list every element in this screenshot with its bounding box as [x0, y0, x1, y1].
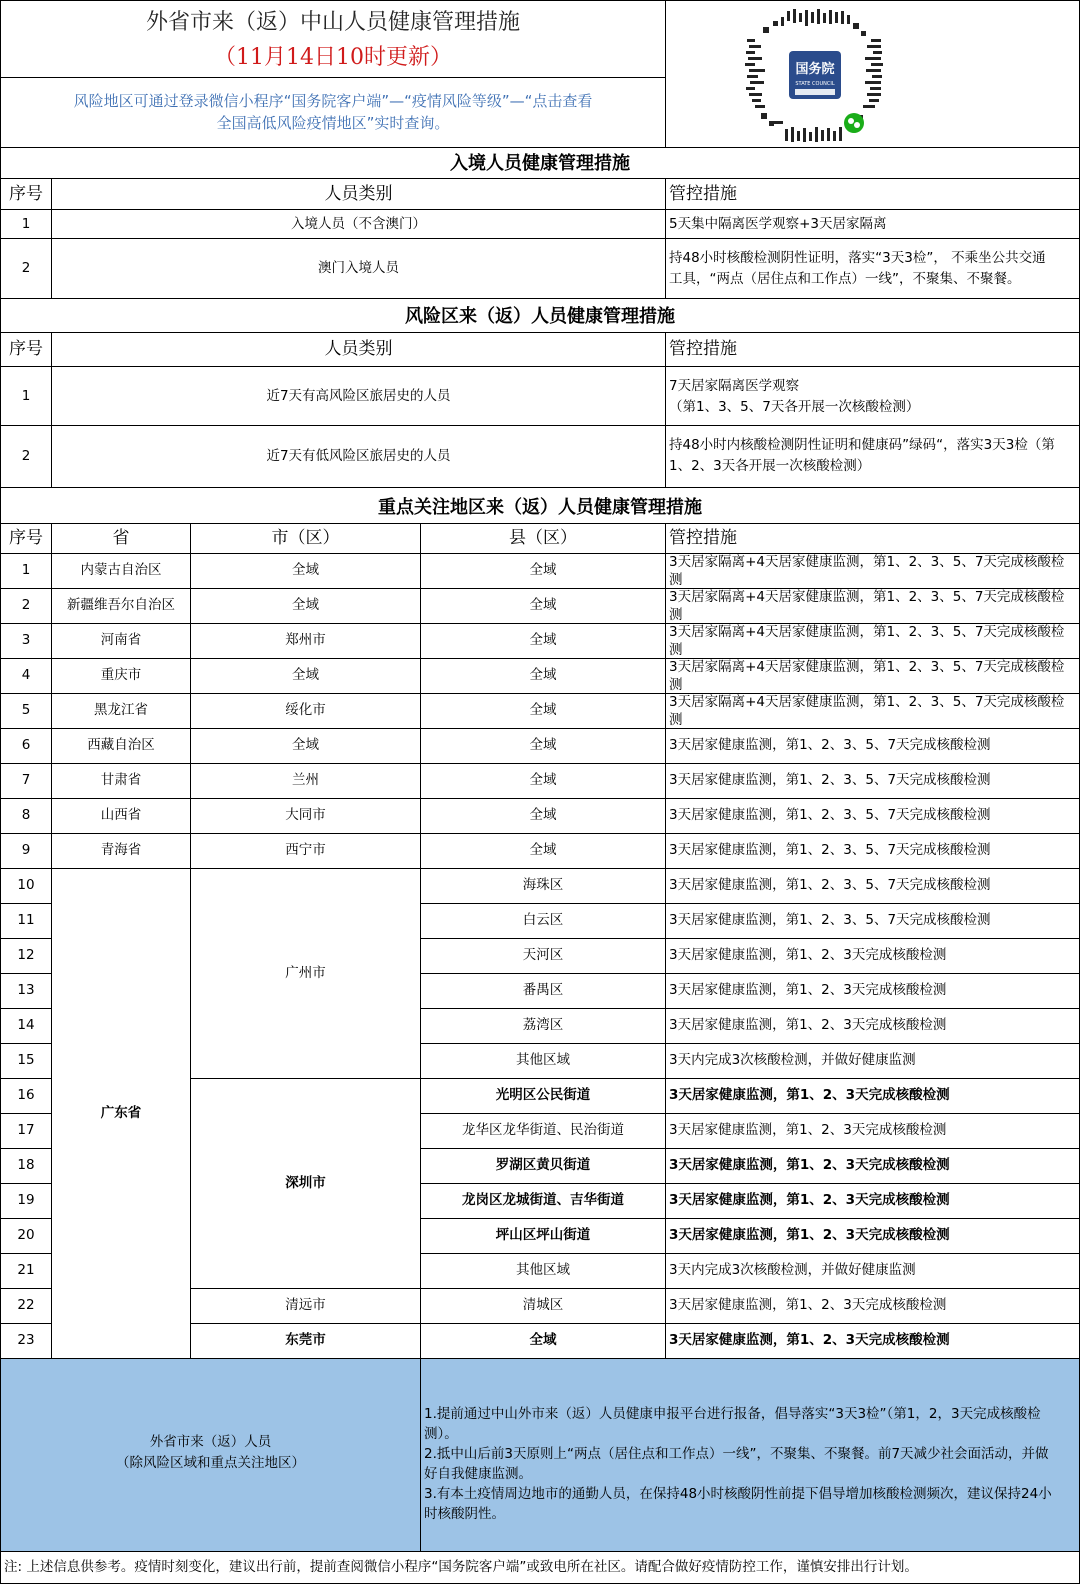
- key-row-9-province: 青海省: [100, 842, 142, 858]
- key-row-5-city: 绥化市: [285, 702, 326, 718]
- risk-row-2-no: 2: [21, 447, 31, 464]
- key-row-19-county: 龙岗区龙城街道、吉华街道: [462, 1192, 624, 1208]
- inbound-header-category: 人员类别: [324, 183, 393, 204]
- grid-line: [1, 147, 1079, 148]
- key-row-1-measure-line1: 3天居家隔离+4天居家健康监测，第1、2、3、5、7天完成核酸检: [669, 553, 1065, 570]
- qr-logo-text: 国务院: [795, 62, 835, 77]
- page-title: 外省市来（返）中山人员健康管理措施: [145, 9, 520, 35]
- grid-line: [1, 332, 1079, 333]
- key-row-23-no: 23: [17, 1332, 35, 1348]
- grid-line: [665, 523, 666, 1358]
- grid-line: [420, 1043, 1079, 1044]
- grid-line: [190, 1078, 1079, 1079]
- key-row-14-no: 14: [17, 1017, 35, 1033]
- key-row-23-county: 全域: [529, 1332, 557, 1348]
- key-row-4-no: 4: [21, 667, 31, 683]
- key-row-4-province: 重庆市: [100, 667, 142, 683]
- grid-line: [190, 1288, 1079, 1289]
- key-row-1-county: 全域: [529, 562, 557, 578]
- key-row-3-city: 郑州市: [285, 632, 326, 648]
- risk-row-2-measure-line2: 1、2、3天各开展一次核酸检测）: [669, 457, 871, 474]
- others-line-1: 1.提前通过中山外市来（返）人员健康申报平台进行报备，倡导落实“3天3检”（第1，2，3天完成核酸检: [424, 1405, 1041, 1422]
- grid-line: [1, 903, 52, 904]
- key-row-2-city: 全域: [292, 597, 319, 613]
- key-row-13-no: 13: [17, 982, 35, 998]
- key-row-18-no: 18: [17, 1157, 35, 1173]
- key-row-22-measure: 3天居家健康监测，第1、2、3天完成核酸检测: [669, 1297, 947, 1313]
- key-row-8-province: 山西省: [100, 807, 142, 823]
- grid-line: [51, 178, 52, 298]
- grid-line: [51, 523, 52, 1358]
- key-row-23-measure: 3天居家健康监测，第1、2、3天完成核酸检测: [669, 1332, 950, 1348]
- key-row-5-no: 5: [21, 702, 31, 718]
- risk-header-measure: 管控措施: [669, 338, 737, 359]
- grid-line: [190, 1323, 1079, 1324]
- risk-row-1-measure-line2: （第1、3、5、7天各开展一次核酸检测）: [669, 398, 920, 415]
- grid-line: [1, 523, 1079, 524]
- grid-line: [1, 1043, 52, 1044]
- grid-line: [665, 332, 666, 487]
- key-row-2-measure-line1: 3天居家隔离+4天居家健康监测，第1、2、3、5、7天完成核酸检: [669, 588, 1065, 605]
- grid-line: [420, 938, 1079, 939]
- grid-line: [420, 1253, 1079, 1254]
- grid-line: [665, 178, 666, 298]
- key-header-no: 序号: [9, 527, 43, 548]
- grid-line: [420, 523, 421, 1358]
- key-row-4-county: 全域: [529, 667, 557, 683]
- key-row-18-county: 罗湖区黄贝街道: [495, 1157, 591, 1173]
- key-row-2-no: 2: [21, 597, 31, 613]
- city-shenzhen: 深圳市: [285, 1174, 326, 1191]
- key-row-12-measure: 3天居家健康监测，第1、2、3天完成核酸检测: [669, 947, 947, 963]
- key-row-17-county: 龙华区龙华街道、民治街道: [462, 1122, 624, 1138]
- others-line-3: 2.抵中山后前3天原则上“两点（居住点和工作点）一线”，不聚集、不聚餐。前7天减少社会面活动，并做: [424, 1445, 1049, 1462]
- key-row-4-measure-line2: 测: [669, 677, 683, 693]
- key-row-5-county: 全域: [529, 702, 557, 718]
- key-row-9-county: 全域: [529, 842, 557, 858]
- section-risk-title: 风险区来（返）人员健康管理措施: [405, 305, 675, 327]
- grid-line: [1, 1148, 52, 1149]
- key-row-19-no: 19: [17, 1192, 35, 1208]
- inbound-header-measure: 管控措施: [669, 183, 737, 204]
- risk-row-2-category: 近7天有低风险区旅居史的人员: [266, 447, 451, 464]
- key-row-6-county: 全域: [529, 737, 557, 753]
- key-row-22-county: 清城区: [522, 1297, 564, 1313]
- key-row-4-measure-line1: 3天居家隔离+4天居家健康监测，第1、2、3、5、7天完成核酸检: [669, 658, 1065, 675]
- key-row-9-city: 西宁市: [285, 842, 326, 858]
- key-row-3-measure-line1: 3天居家隔离+4天居家健康监测，第1、2、3、5、7天完成核酸检: [669, 623, 1065, 640]
- key-header-county: 县（区）: [509, 527, 577, 548]
- key-header-measure: 管控措施: [669, 527, 737, 548]
- grid-line: [1, 1288, 52, 1289]
- key-row-8-no: 8: [21, 807, 31, 823]
- key-row-3-no: 3: [21, 632, 31, 648]
- grid-line: [420, 1358, 421, 1551]
- key-row-3-province: 河南省: [100, 632, 142, 648]
- grid-line: [420, 903, 1079, 904]
- key-row-21-county: 其他区域: [516, 1262, 570, 1278]
- province-guangdong: 广东省: [100, 1104, 142, 1121]
- risk-query-note-line1: 风险地区可通过登录微信小程序“国务院客户端”—“疫情风险等级”—“点击查看: [73, 92, 593, 110]
- key-row-17-no: 17: [17, 1122, 35, 1138]
- section-key-areas-title: 重点关注地区来（返）人员健康管理措施: [378, 496, 702, 518]
- grid-line: [1, 238, 1079, 239]
- section-inbound-title: 入境人员健康管理措施: [450, 152, 630, 174]
- key-row-1-no: 1: [21, 562, 31, 578]
- key-row-11-county: 白云区: [522, 912, 564, 928]
- key-row-6-city: 全域: [292, 737, 319, 753]
- inbound-row-2-no: 2: [21, 259, 31, 276]
- others-line-6: 时核酸阴性。: [424, 1505, 505, 1522]
- key-row-8-measure: 3天居家健康监测，第1、2、3、5、7天完成核酸检测: [669, 807, 991, 823]
- key-row-16-no: 16: [17, 1087, 35, 1103]
- inbound-row-2-category: 澳门入境人员: [318, 259, 399, 276]
- key-header-city: 市（区）: [271, 527, 340, 548]
- key-row-12-county: 天河区: [522, 947, 564, 963]
- inbound-row-1-measure: 5天集中隔离医学观察+3天居家隔离: [669, 215, 887, 232]
- update-time: （11月14日10时更新）: [214, 44, 452, 70]
- key-row-15-county: 其他区域: [516, 1052, 570, 1068]
- inbound-row-1-no: 1: [21, 215, 31, 232]
- key-row-3-measure-line2: 测: [669, 642, 683, 658]
- risk-header-no: 序号: [9, 338, 43, 359]
- key-row-8-city: 大同市: [285, 807, 326, 823]
- grid-line: [1, 1183, 52, 1184]
- key-row-14-measure: 3天居家健康监测，第1、2、3天完成核酸检测: [669, 1017, 947, 1033]
- inbound-row-2-measure-line1: 持48小时核酸检测阴性证明，落实“3天3检”， 不乘坐公共交通: [669, 249, 1046, 266]
- grid-line: [1, 487, 1079, 488]
- grid-line: [51, 332, 52, 487]
- grid-line: [1, 763, 1079, 764]
- key-row-1-province: 内蒙古自治区: [80, 562, 162, 578]
- grid-line: [420, 1148, 1079, 1149]
- key-row-20-no: 20: [17, 1227, 35, 1243]
- grid-line: [190, 523, 191, 1358]
- grid-line: [1, 178, 1079, 179]
- inbound-row-1-category: 入境人员（不含澳门）: [291, 215, 426, 232]
- key-row-6-measure: 3天居家健康监测，第1、2、3、5、7天完成核酸检测: [669, 737, 991, 753]
- key-row-16-measure: 3天居家健康监测，第1、2、3天完成核酸检测: [669, 1087, 950, 1103]
- key-row-21-no: 21: [17, 1262, 35, 1278]
- key-row-4-city: 全域: [292, 667, 319, 683]
- key-row-5-measure-line1: 3天居家隔离+4天居家健康监测，第1、2、3、5、7天完成核酸检: [669, 693, 1065, 710]
- key-row-16-county: 光明区公民街道: [495, 1087, 591, 1103]
- risk-row-1-no: 1: [21, 388, 31, 404]
- key-row-20-measure: 3天居家健康监测，第1、2、3天完成核酸检测: [669, 1227, 950, 1243]
- key-row-10-measure: 3天居家健康监测，第1、2、3、5、7天完成核酸检测: [669, 877, 991, 893]
- key-row-7-measure: 3天居家健康监测，第1、2、3、5、7天完成核酸检测: [669, 772, 991, 788]
- key-row-15-no: 15: [17, 1052, 35, 1068]
- key-row-9-no: 9: [21, 842, 31, 858]
- grid-line: [1, 973, 52, 974]
- key-row-5-province: 黑龙江省: [94, 702, 148, 718]
- key-row-13-measure: 3天居家健康监测，第1、2、3天完成核酸检测: [669, 982, 947, 998]
- grid-line: [1, 209, 1079, 210]
- grid-line: [420, 1183, 1079, 1184]
- key-row-17-measure: 3天居家健康监测，第1、2、3天完成核酸检测: [669, 1122, 947, 1138]
- grid-line: [1, 1113, 52, 1114]
- key-row-2-measure-line2: 测: [669, 607, 683, 623]
- key-row-11-measure: 3天居家健康监测，第1、2、3、5、7天完成核酸检测: [669, 912, 991, 928]
- grid-line: [1, 728, 1079, 729]
- grid-line: [1, 1253, 52, 1254]
- risk-row-1-category: 近7天有高风险区旅居史的人员: [266, 388, 451, 404]
- key-row-9-measure: 3天居家健康监测，第1、2、3、5、7天完成核酸检测: [669, 842, 991, 858]
- key-row-19-measure: 3天居家健康监测，第1、2、3天完成核酸检测: [669, 1192, 950, 1208]
- grid-line: [1, 658, 1079, 659]
- risk-query-note-line2: 全国高低风险疫情地区”实时查询。: [216, 114, 450, 132]
- grid-line: [1, 298, 1079, 299]
- key-row-14-county: 荔湾区: [522, 1017, 564, 1033]
- risk-row-1-measure-line1: 7天居家隔离医学观察: [669, 377, 800, 394]
- grid-line: [1, 833, 1079, 834]
- grid-line: [1, 1551, 1079, 1552]
- key-row-7-no: 7: [21, 772, 31, 788]
- grid-line: [1, 1218, 52, 1219]
- grid-line: [1, 553, 1079, 554]
- city-qingyuan: 清远市: [285, 1297, 326, 1313]
- key-row-21-measure: 3天内完成3次核酸检测，并做好健康监测: [669, 1262, 916, 1278]
- grid-line: [1, 1358, 1079, 1359]
- grid-line: [1, 425, 1079, 426]
- grid-line: [1, 366, 1079, 367]
- grid-line: [1, 1323, 52, 1324]
- key-row-10-county: 海珠区: [522, 877, 564, 893]
- key-row-7-county: 全域: [529, 772, 557, 788]
- others-line-5: 3.有本土疫情周边地市的通勤人员，在保持48小时核酸阴性前提下倡导增加核酸检测频次，建议保持24小: [424, 1485, 1052, 1502]
- inbound-row-2-measure-line2: 工具，“两点（居住点和工作点）一线”，不聚集、不聚餐。: [669, 270, 1021, 287]
- others-line-4: 好自我健康监测。: [424, 1465, 532, 1482]
- key-row-15-measure: 3天内完成3次核酸检测，并做好健康监测: [669, 1052, 916, 1068]
- key-row-10-no: 10: [17, 877, 35, 893]
- grid-line: [1, 77, 665, 78]
- key-row-18-measure: 3天居家健康监测，第1、2、3天完成核酸检测: [669, 1157, 950, 1173]
- key-header-province: 省: [112, 527, 130, 548]
- grid-line: [1, 623, 1079, 624]
- grid-line: [1, 1078, 52, 1079]
- key-row-20-county: 坪山区坪山街道: [495, 1227, 591, 1243]
- city-dongguan: 东莞市: [285, 1332, 326, 1348]
- key-row-3-county: 全域: [529, 632, 557, 648]
- key-row-2-county: 全域: [529, 597, 557, 613]
- risk-row-2-measure-line1: 持48小时内核酸检测阴性证明和健康码”绿码“，落实3天3检（第: [669, 436, 1055, 453]
- grid-line: [1, 938, 52, 939]
- grid-line: [665, 1, 666, 147]
- key-row-13-county: 番禺区: [522, 982, 564, 998]
- city-guangzhou: 广州市: [285, 964, 326, 981]
- grid-line: [420, 1008, 1079, 1009]
- others-label-line2: （除风险区域和重点关注地区）: [116, 1454, 305, 1471]
- grid-line: [420, 1218, 1079, 1219]
- inbound-header-no: 序号: [9, 183, 43, 204]
- grid-line: [1, 588, 1079, 589]
- qr-logo-subtext: STATE COUNCIL: [795, 81, 835, 87]
- key-row-5-measure-line2: 测: [669, 712, 683, 728]
- grid-line: [1, 868, 1079, 869]
- grid-line: [1, 798, 1079, 799]
- key-row-6-no: 6: [21, 737, 31, 753]
- key-row-7-province: 甘肃省: [100, 772, 142, 788]
- grid-line: [1, 693, 1079, 694]
- grid-line: [420, 973, 1079, 974]
- key-row-12-no: 12: [17, 947, 35, 963]
- qr-code-image: [745, 9, 885, 143]
- key-row-7-city: 兰州: [292, 772, 319, 788]
- others-label-line1: 外省市来（返）人员: [149, 1433, 272, 1450]
- footer-note: 注: 上述信息供参考。疫情时刻变化，建议出行前，提前查阅微信小程序“国务院客户端”或致电所在社区。请配合做好疫情防控工作，谨慎安排出行计划。: [4, 1559, 918, 1575]
- key-row-1-measure-line2: 测: [669, 572, 683, 588]
- key-row-22-no: 22: [17, 1297, 35, 1313]
- key-row-1-city: 全域: [292, 562, 319, 578]
- grid-line: [420, 1113, 1079, 1114]
- key-row-6-province: 西藏自治区: [87, 737, 155, 753]
- others-line-2: 测）。: [424, 1425, 458, 1442]
- key-row-8-county: 全域: [529, 807, 557, 823]
- grid-line: [1, 1008, 52, 1009]
- key-row-11-no: 11: [17, 912, 35, 928]
- risk-header-category: 人员类别: [324, 338, 393, 359]
- key-row-2-province: 新疆维吾尔自治区: [67, 597, 175, 613]
